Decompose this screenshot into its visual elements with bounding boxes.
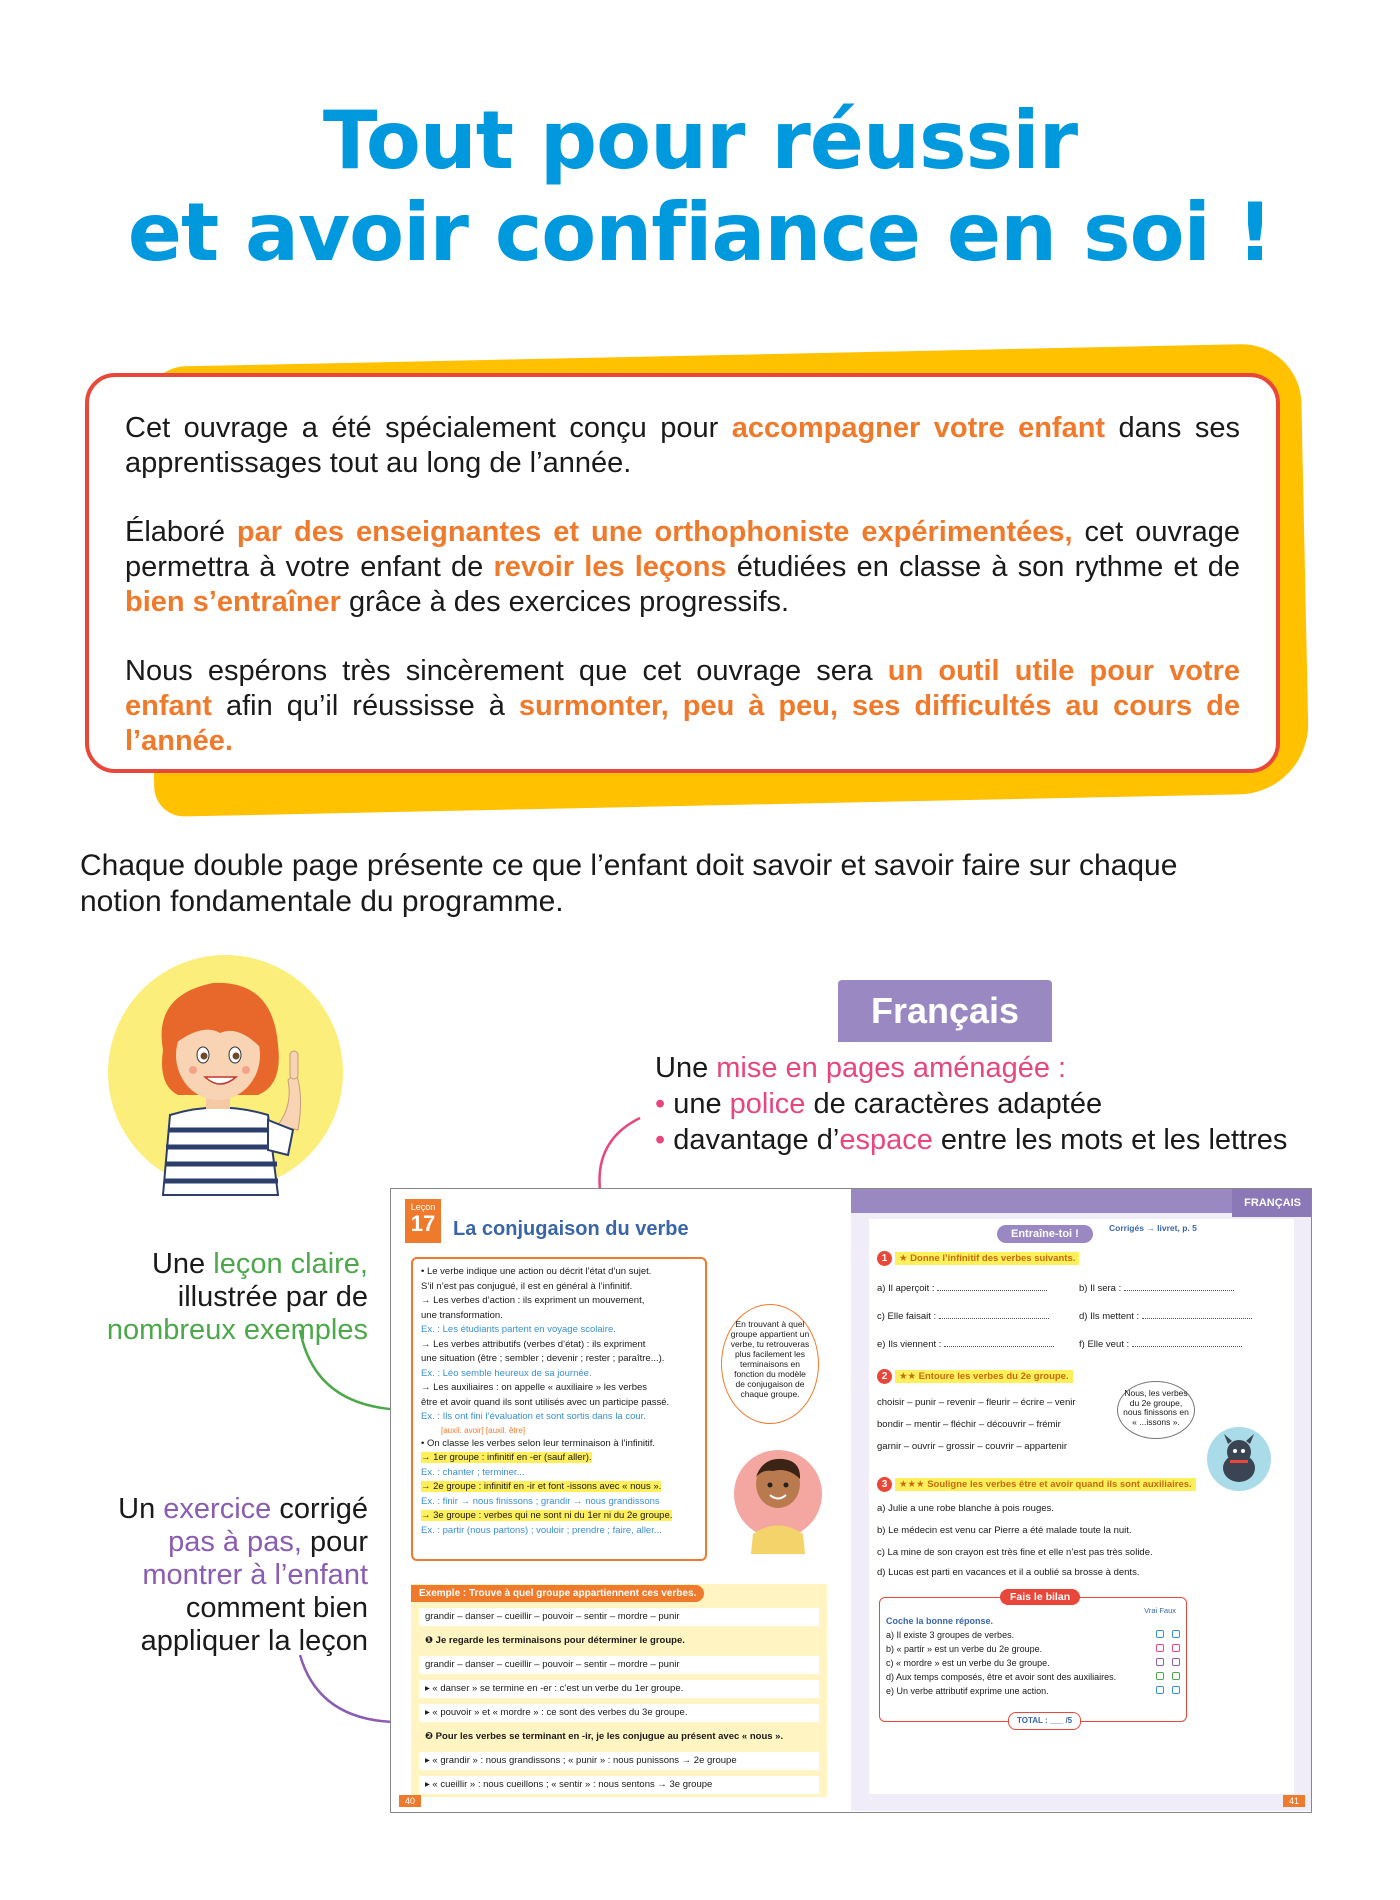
highlight: surmonter, peu à peu, ses difficultés au cours de l’année.	[125, 690, 1240, 757]
boy-illustration	[733, 1439, 823, 1554]
quiz-text: e) Un verbe attributif exprime une action.	[886, 1686, 1049, 1696]
verb-list-line: bondir – mentir – fléchir – découvrir – frémir	[877, 1419, 1061, 1430]
answer-line	[1079, 1339, 1242, 1350]
quiz-text: c) « mordre » est un verbe du 3e groupe.	[886, 1658, 1050, 1668]
quiz-item	[886, 1656, 1180, 1670]
answers-reference: Corrigés → livret, p. 5	[1109, 1223, 1197, 1233]
checkbox-true[interactable]	[1156, 1686, 1164, 1694]
rule-line: une transformation.	[421, 1309, 503, 1321]
rule-line: une situation (être ; sembler ; devenir ; rester ; paraître...).	[421, 1353, 665, 1364]
answer-blank[interactable]	[1132, 1339, 1242, 1347]
rule-line: S’il n’est pas conjugué, il est en général à l’infinitif.	[421, 1280, 633, 1292]
quiz-item	[886, 1628, 1180, 1642]
answer-label: e) Ils viennent :	[877, 1339, 942, 1350]
checkbox-false[interactable]	[1172, 1630, 1180, 1638]
answer-line	[1079, 1311, 1252, 1322]
highlight: revoir les leçons	[493, 551, 727, 583]
tip-bubble: En trouvant à quel groupe appartient un verbe, tu retrouveras plus facilement les terminaisons en fonction du modèle de conjugaison de chaque groupe.	[721, 1304, 819, 1424]
question-number: 3	[877, 1477, 892, 1492]
exercise-panel	[869, 1219, 1294, 1794]
verb-list-line: choisir – punir – revenir – fleurir – écrire – venir	[877, 1397, 1076, 1408]
checkbox-false[interactable]	[1172, 1672, 1180, 1680]
checkbox-true[interactable]	[1156, 1658, 1164, 1666]
bullet: •	[655, 1088, 666, 1120]
subject-badge: Français	[838, 980, 1052, 1042]
rule-line: [auxil. avoir] [auxil. être]	[441, 1425, 526, 1435]
summary-heading: Fais le bilan	[1000, 1589, 1080, 1605]
lesson-number: 17	[410, 1211, 436, 1236]
text: davantage d’	[665, 1124, 840, 1156]
answer-label: d) Ils mettent :	[1079, 1311, 1140, 1322]
lesson-label: Leçon	[410, 1202, 436, 1212]
rule-line: → Les auxiliaires : on appelle « auxiliaire » les verbes	[421, 1382, 648, 1393]
exercise-note-line-3: montrer à l’enfant	[142, 1559, 368, 1591]
answer-line	[877, 1283, 1047, 1294]
answer-blank[interactable]	[1124, 1283, 1234, 1291]
lead-text: Chaque double page présente ce que l’enfant doit savoir et savoir faire sur chaque notion fondamentale du programme.	[80, 849, 1178, 918]
score-total: TOTAL : ___ /5	[1008, 1712, 1081, 1730]
subject-tab: FRANÇAIS	[1232, 1189, 1312, 1217]
rule-line	[421, 1451, 697, 1466]
rule-line: • Le verbe indique une action ou décrit l’état d’un sujet.	[421, 1266, 652, 1277]
rule-line: Ex. : Léo semble heureux de sa journée.	[421, 1367, 592, 1379]
text: étudiées en classe à son rythme et de	[726, 551, 1240, 583]
highlight: pas à pas,	[168, 1526, 302, 1558]
quiz-text: a) Il existe 3 groupes de verbes.	[886, 1630, 1015, 1640]
right-page	[851, 1189, 1312, 1811]
rule-text: → 3e groupe : verbes qui ne sont ni du 1er ni du 2e groupe.	[421, 1510, 673, 1521]
sentence-line: a) Julie a une robe blanche à pois rouges.	[877, 1503, 1054, 1514]
page-number-right: 41	[1283, 1795, 1305, 1807]
highlight: un outil utile pour votre enfant	[125, 655, 1240, 722]
answer-blank[interactable]	[1142, 1311, 1252, 1319]
rule-text: → 2e groupe : infinitif en -ir et font -issons avec « nous ».	[421, 1481, 662, 1492]
bullet: •	[655, 1124, 666, 1156]
text: grâce à des exercices progressifs.	[340, 586, 790, 618]
question-text: ★ Donne l’infinitif des verbes suivants.	[895, 1252, 1079, 1265]
summary-instruction: Coche la bonne réponse.	[886, 1616, 994, 1626]
example-line: ▸ « pouvoir » et « mordre » : ce sont des verbes du 3e groupe.	[419, 1704, 819, 1722]
sentence-line: c) La mine de son crayon est très fine et elle n’est pas très solide.	[877, 1547, 1153, 1558]
question-number: 2	[877, 1369, 892, 1384]
answer-line	[877, 1339, 1054, 1350]
text: Nous espérons très sincèrement que cet ouvrage sera	[125, 655, 888, 687]
text: afin qu’il réussisse à	[212, 690, 519, 722]
highlight: espace	[839, 1124, 933, 1156]
example-box	[411, 1584, 827, 1797]
book-spread	[390, 1188, 1312, 1813]
answer-blank[interactable]	[939, 1311, 1049, 1319]
answer-blank[interactable]	[937, 1283, 1047, 1291]
checkbox-true[interactable]	[1156, 1630, 1164, 1638]
text: Un	[118, 1493, 164, 1525]
answer-blank[interactable]	[944, 1339, 1054, 1347]
highlight: police	[729, 1088, 806, 1120]
rule-line: Ex. : Les étudiants partent en voyage scolaire.	[421, 1324, 616, 1335]
sentence-line: d) Lucas est parti en vacances et il a oublié sa brosse à dents.	[877, 1567, 1140, 1578]
answer-label: b) Il sera :	[1079, 1283, 1122, 1294]
sentence-line: b) Le médecin est venu car Pierre a été malade toute la nuit.	[877, 1525, 1132, 1536]
example-line: ❷ Pour les verbes se terminant en -ir, je les conjugue au présent avec « nous ».	[425, 1731, 784, 1742]
rule-line: → Les verbes attributifs (verbes d’état) : ils expriment	[421, 1338, 646, 1350]
example-line: ▸ « grandir » : nous grandissons ; « punir » : nous punissons → 2e groupe	[419, 1752, 819, 1770]
true-false-columns: Vrai Faux	[1144, 1606, 1176, 1615]
highlight: mise en pages aménagée :	[716, 1052, 1067, 1084]
question-number: 1	[877, 1251, 892, 1266]
title-line-2: et avoir confiance en soi !	[127, 186, 1273, 279]
question-2	[877, 1369, 1073, 1384]
checkbox-false[interactable]	[1172, 1644, 1180, 1652]
rule-line: être et avoir quand ils sont utilisés avec un participe passé.	[421, 1396, 670, 1408]
text: Une	[655, 1052, 717, 1084]
rule-line: Ex. : partir (nous partons) ; vouloir ; prendre ; faire, aller...	[421, 1524, 662, 1536]
rule-box	[411, 1257, 707, 1561]
text: Cet ouvrage a été spécialement conçu pour	[125, 412, 732, 444]
question-3	[877, 1477, 1196, 1492]
dog-bubble: Nous, les verbes du 2e groupe, nous finissons en « ...issons ».	[1117, 1381, 1195, 1439]
highlight: accompagner votre enfant	[731, 412, 1106, 444]
text: Élaboré	[125, 516, 237, 548]
text: de caractères adaptée	[805, 1088, 1103, 1120]
example-title: Exemple : Trouve à quel groupe appartiennent ces verbes.	[411, 1585, 704, 1602]
dog-illustration	[1204, 1424, 1274, 1494]
answer-label: a) Il aperçoit :	[877, 1283, 935, 1294]
page-number-left: 40	[399, 1795, 421, 1807]
rule-line: → Les verbes d’action : ils expriment un mouvement,	[421, 1295, 645, 1306]
highlight: exercice	[163, 1493, 272, 1525]
text: cet ouvrage permettra à votre enfant de	[125, 516, 1240, 583]
left-page	[391, 1189, 851, 1811]
answer-label: f) Elle veut :	[1079, 1339, 1130, 1350]
example-line: grandir – danser – cueillir – pouvoir – sentir – mordre – punir	[419, 1656, 819, 1674]
rule-line	[421, 1509, 697, 1524]
checkbox-false[interactable]	[1172, 1658, 1180, 1666]
text: corrigé	[271, 1493, 368, 1525]
example-line: ❶ Je regarde les terminaisons pour déterminer le groupe.	[425, 1635, 685, 1646]
checkbox-false[interactable]	[1172, 1686, 1180, 1694]
rule-line	[421, 1480, 697, 1495]
text: Une	[151, 1248, 214, 1280]
rule-line: Ex. : chanter ; terminer...	[421, 1466, 525, 1478]
rule-line: Ex. : Ils ont fini l’évaluation et sont sortis dans la cour.	[421, 1411, 646, 1422]
example-line: grandir – danser – cueillir – pouvoir – sentir – mordre – punir	[419, 1608, 819, 1626]
answer-label: c) Elle faisait :	[877, 1311, 937, 1322]
example-line: ▸ « danser » se termine en -er : c’est un verbe du 1er groupe.	[419, 1680, 819, 1698]
practice-heading: Entraîne-toi !	[997, 1225, 1093, 1243]
title-line-1: Tout pour réussir	[322, 94, 1078, 187]
quiz-item	[886, 1684, 1180, 1698]
question-text: ★★ Entoure les verbes du 2e groupe.	[895, 1370, 1073, 1383]
quiz-item	[886, 1642, 1180, 1656]
summary-quiz	[879, 1591, 1187, 1725]
question-text: ★★★ Souligne les verbes être et avoir quand ils sont auxiliaires.	[895, 1478, 1196, 1491]
answer-line	[877, 1311, 1049, 1322]
checkbox-true[interactable]	[1156, 1672, 1164, 1680]
rule-line: • On classe les verbes selon leur terminaison à l’infinitif.	[421, 1437, 656, 1449]
verb-list-line: garnir – ouvrir – grossir – couvrir – appartenir	[877, 1441, 1068, 1452]
exercise-note-line-4: comment bien	[185, 1592, 368, 1624]
lesson-number-box	[405, 1199, 441, 1243]
lesson-title: La conjugaison du verbe	[453, 1218, 689, 1240]
answer-line	[1079, 1283, 1234, 1294]
exercise-note-line-5: appliquer la leçon	[140, 1625, 368, 1657]
rule-text: → 1er groupe : infinitif en -er (sauf aller).	[421, 1452, 592, 1463]
lesson-note-line-2: illustrée par de	[177, 1281, 368, 1313]
checkbox-true[interactable]	[1156, 1644, 1164, 1652]
text: dans ses apprentissages tout au long de l’année.	[125, 412, 1240, 479]
quiz-text: b) « partir » est un verbe du 2e groupe.	[886, 1644, 1043, 1654]
lesson-note-line-3: nombreux exemples	[106, 1314, 368, 1346]
text: pour	[301, 1526, 368, 1558]
example-line: ▸ « cueillir » : nous cueillons ; « sentir » : nous sentons → 3e groupe	[419, 1776, 819, 1794]
quiz-item	[886, 1670, 1180, 1684]
text: une	[665, 1088, 730, 1120]
quiz-text: d) Aux temps composés, être et avoir sont des auxiliaires.	[886, 1672, 1117, 1682]
text: entre les mots et les lettres	[932, 1124, 1288, 1156]
rule-line: Ex. : finir → nous finissons ; grandir → nous grandissons	[421, 1495, 660, 1507]
highlight: par des enseignantes et une orthophoniste expérimentées,	[236, 516, 1073, 548]
highlight: leçon claire,	[213, 1248, 368, 1280]
question-1	[877, 1251, 1079, 1266]
highlight: bien s’entraîner	[125, 586, 341, 618]
